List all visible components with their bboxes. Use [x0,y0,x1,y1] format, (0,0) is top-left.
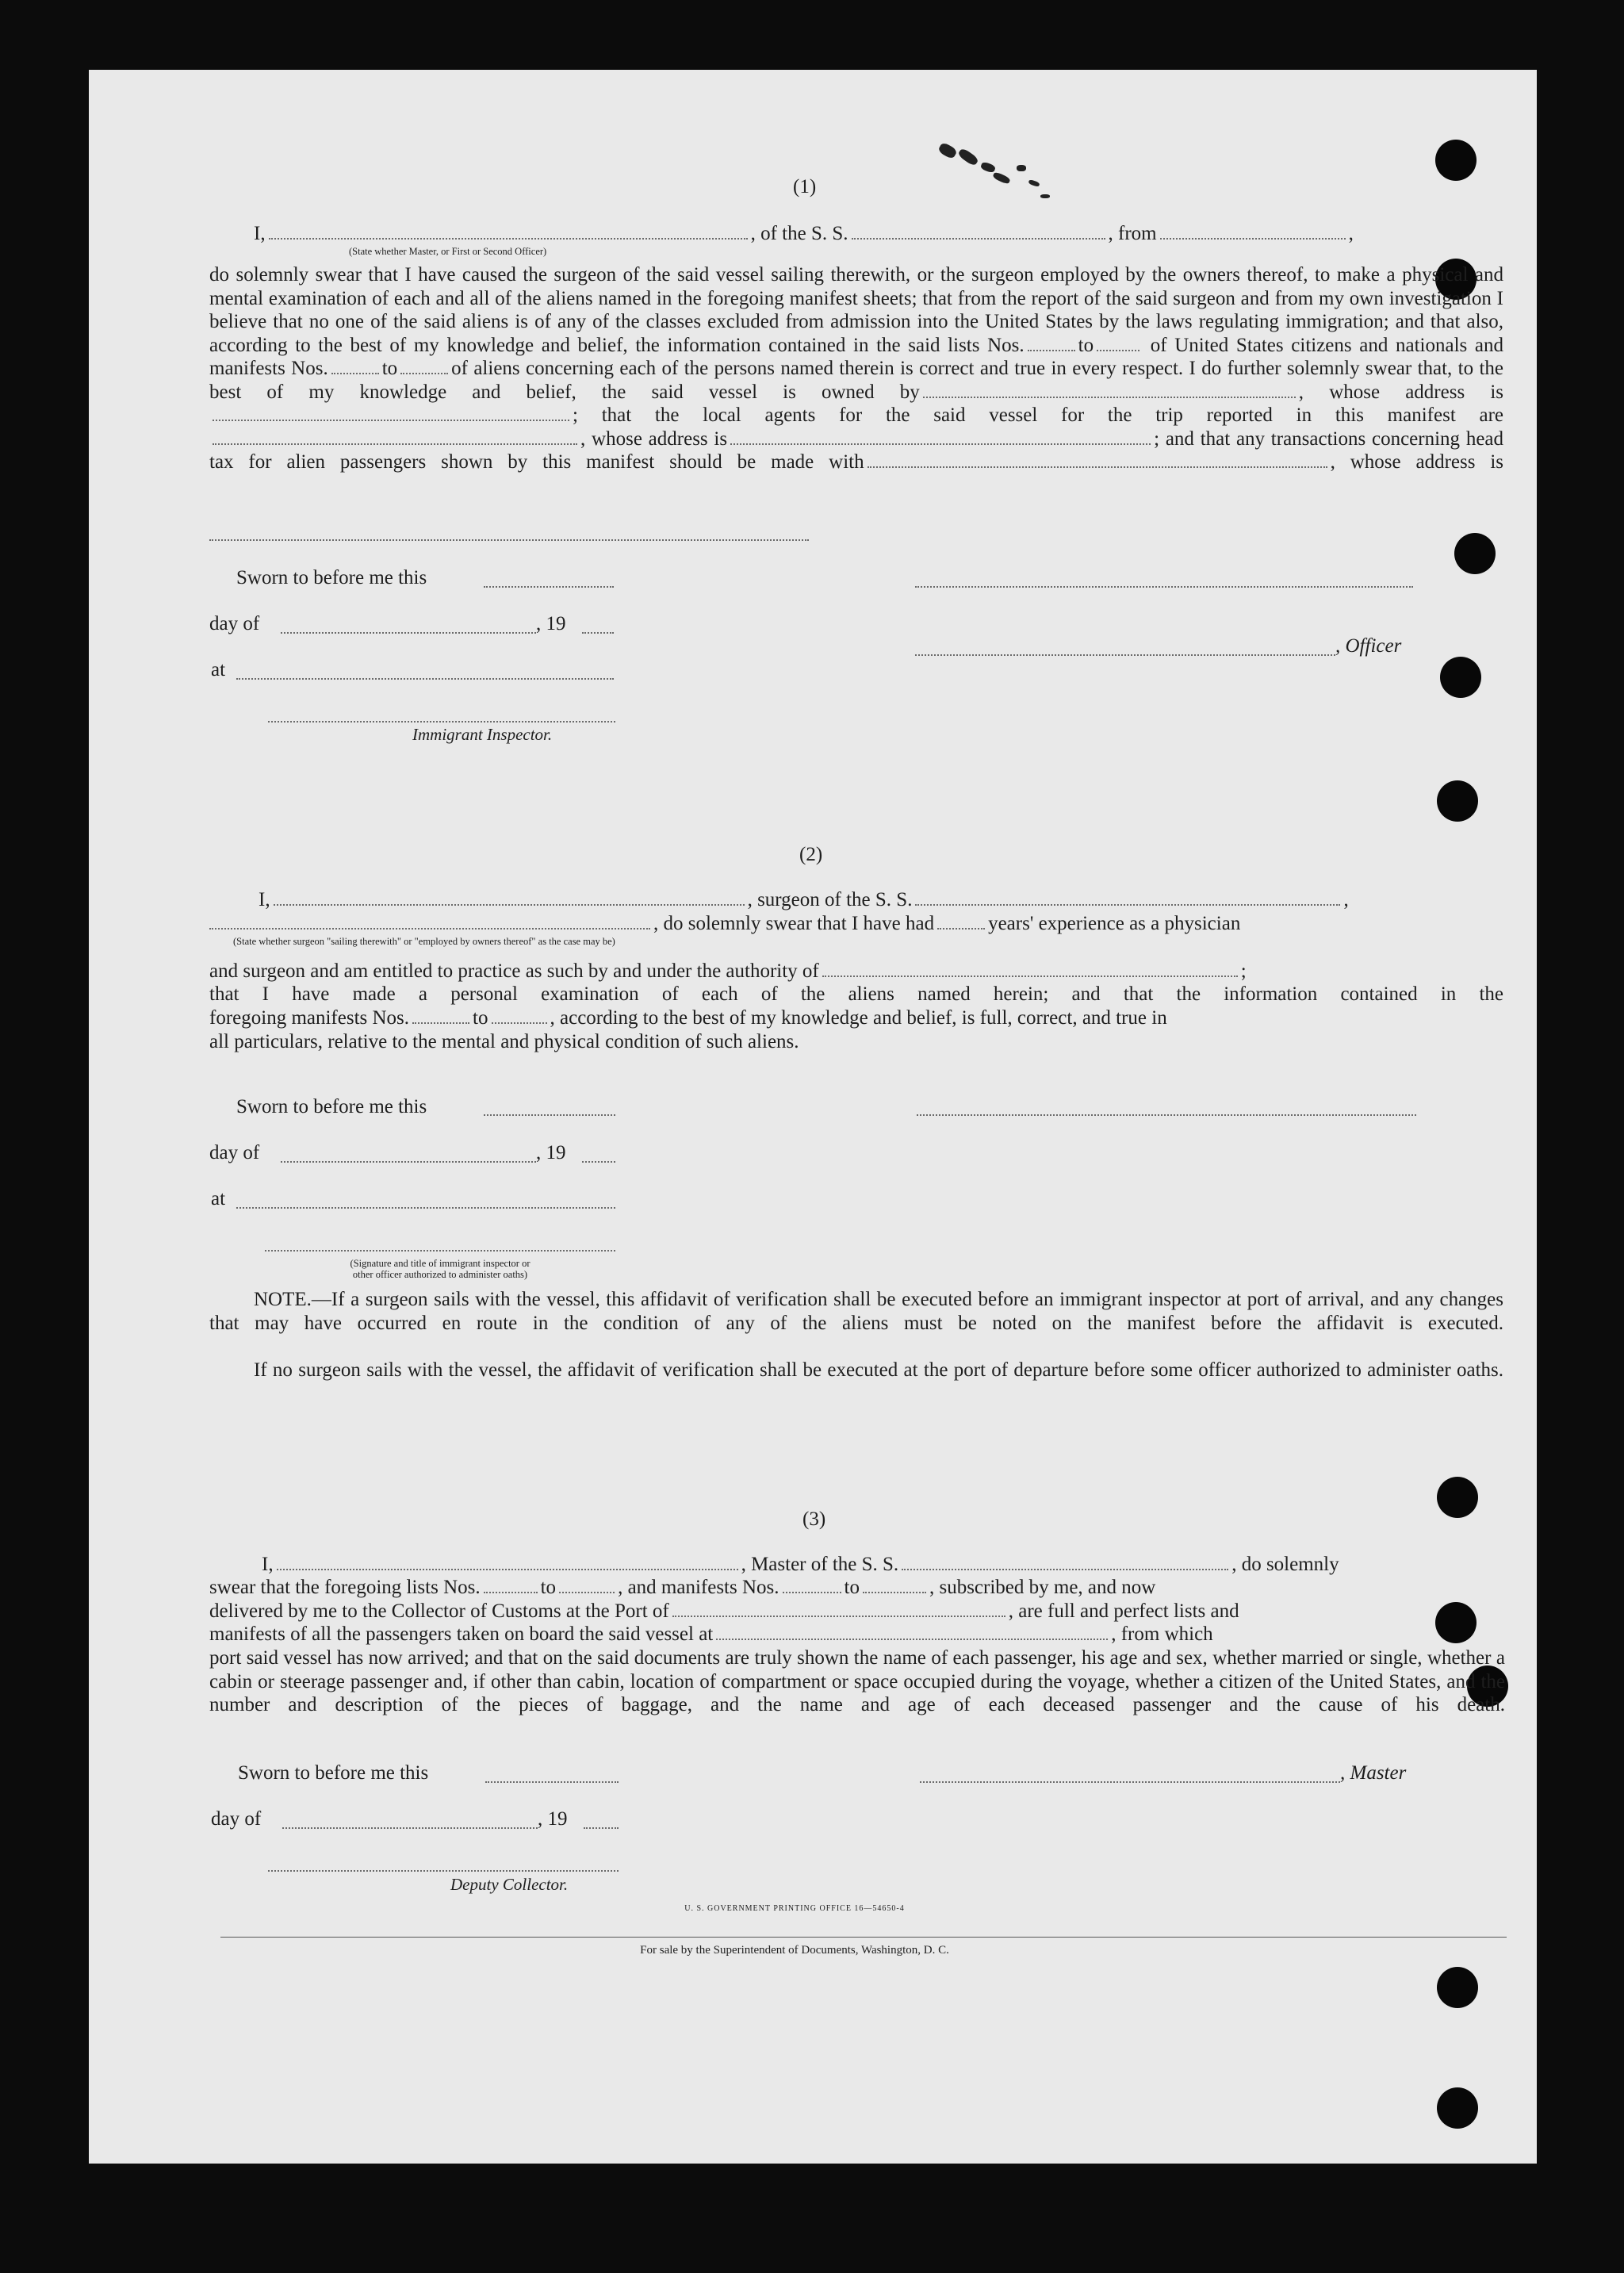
year-label: , 19 [538,1808,568,1830]
section-1-line-1: I, , of the S. S. , from , [254,223,1354,244]
year-field[interactable] [584,1827,619,1829]
at-label: at [211,1188,226,1209]
surgeon-name-field[interactable] [274,904,745,906]
surgeon-status-field[interactable] [209,928,650,930]
surgeon-ship-field[interactable] [915,904,1340,906]
inspector-signature-field[interactable] [265,1250,615,1251]
section-3-line-1: I, , Master of the S. S. , do solemnly [262,1554,1339,1575]
sworn-label: Sworn to before me this [238,1762,429,1784]
punch-hole [1437,2087,1478,2129]
place-field[interactable] [236,1207,615,1209]
section-2-line-1: I, , surgeon of the S. S. , [259,889,1349,910]
section-2-line-4: that I have made a personal examination of each of the aliens named herein; and that the information contained in the [209,983,1503,1005]
sworn-label: Sworn to before me this [236,567,427,588]
local-agents-field[interactable] [213,443,577,445]
agents-address-field[interactable] [730,443,1151,445]
note-paragraph-2: If no surgeon sails with the vessel, the affidavit of verification shall be executed at the port of departure before some officer authorized to administer oaths. [254,1359,1503,1381]
vessel-owner-field[interactable] [923,397,1296,398]
owner-address-field[interactable] [213,420,569,421]
signature-caption: (Signature and title of immigrant inspector or other officer authorized to administer oaths) [350,1258,530,1280]
master-lists-from-field[interactable] [484,1592,538,1593]
punch-hole [1437,1477,1478,1518]
note-paragraph: NOTE.—If a surgeon sails with the vessel, this affidavit of verification shall be executed before an immigrant inspector at port of arrival, and any changes that may have occurred en route in the condition of any of the aliens must be noted on the manifest before the affidavit is executed. [209,1289,1503,1334]
deputy-collector-label: Deputy Collector. [450,1875,569,1894]
day-of-label: day of [209,1142,260,1163]
officer-label: , Officer [1335,635,1402,657]
officer-signature-field[interactable] [915,586,1413,588]
surgeon-manifests-to-field[interactable] [492,1022,547,1024]
section-2-line-5: foregoing manifests Nos. to , according to the best of my knowledge and belief, is full, correct, and true in [209,1007,1167,1029]
port-field[interactable] [672,1616,1005,1617]
printer-imprint: U. S. GOVERNMENT PRINTING OFFICE 16—54650-4 [684,1904,905,1913]
section-3-paragraph: port said vessel has now arrived; and that on the said documents are truly shown the name of each passenger, his age and sex, whether married or single, whether a cabin or steerage passenger and, if other than cabin, location of compartment or space occupied during the voyage, whether a citizen of the United States, and the number and description of the pieces of baggage, and the name and age of each deceased passenger and the cause of his death. [209,1647,1505,1715]
punch-hole [1435,1602,1477,1643]
surgeon-status-caption: (State whether surgeon "sailing therewith" or "employed by owners thereof" as the case may be) [233,936,615,947]
year-field[interactable] [582,1161,615,1163]
form-page [89,70,1537,2164]
master-lists-to-field[interactable] [559,1592,615,1593]
day-of-label: day of [209,613,260,634]
master-name-field[interactable] [277,1569,738,1570]
section-2-number: (2) [799,844,823,865]
practice-authority-field[interactable] [822,976,1238,977]
punch-hole [1437,1967,1478,2008]
master-signature-field[interactable] [920,1781,1340,1783]
deputy-signature-field[interactable] [268,1870,619,1872]
year-label: , 19 [536,613,566,634]
from-port-field[interactable] [1160,238,1346,240]
surgeon-manifests-from-field[interactable] [412,1022,469,1024]
section-3-number: (3) [802,1508,826,1530]
master-ship-field[interactable] [902,1569,1228,1570]
officer-title-field[interactable] [915,654,1335,656]
punch-hole [1435,140,1477,181]
sworn-label: Sworn to before me this [236,1096,427,1117]
inspector-signature-field[interactable] [268,721,615,723]
manifests-from-field[interactable] [331,373,379,374]
year-field[interactable] [582,632,614,634]
section-3-line-3: delivered by me to the Collector of Customs at the Port of , are full and perfect lists and [209,1600,1239,1622]
section-2-line-3: and surgeon and am entitled to practice as such by and under the authority of ; [209,960,1247,982]
month-field[interactable] [282,1827,538,1829]
month-field[interactable] [281,1161,536,1163]
lists-to-field[interactable] [1097,350,1139,351]
inspector-label: Immigrant Inspector. [412,725,553,744]
master-manifests-from-field[interactable] [783,1592,841,1593]
sworn-day-field[interactable] [485,1781,619,1783]
section-3-line-2: swear that the foregoing lists Nos. to , and manifests Nos. to , subscribed by me, and now [209,1577,1156,1598]
manifests-to-field[interactable] [400,373,448,374]
day-of-label: day of [211,1808,262,1830]
footer-rule [220,1937,1507,1938]
master-label: , Master [1340,1762,1407,1784]
section-2-line-2: , do solemnly swear that I have had years' experience as a physician [209,912,1240,936]
year-label: , 19 [536,1142,566,1163]
section-2-line-6: all particulars, relative to the mental and physical condition of such aliens. [209,1031,799,1052]
sworn-day-field[interactable] [484,1114,615,1116]
sworn-day-field[interactable] [484,586,614,588]
punch-hole [1454,533,1496,574]
section-1-paragraph: do solemnly swear that I have caused the surgeon of the said vessel sailing therewith, or the surgeon employed by the owners thereof, to make a physical and mental examination of each and all of the aliens named in the foregoing manifest sheets; that from the report of the said surgeon and from my own investigation I believe that no one of the said aliens is of any of the classes excluded from admission into the United States by the laws regulating immigration; and that also, according to the best of my knowledge and belief, the information contained in the said lists Nos. to of United States citizens and nationals and manifests Nos. to of aliens concerning each of the persons named therein is correct and true in every respect. I do further solemnly swear that, to the best of my knowledge and belief, the said vessel is owned by , whose address is; that the local agents for the said vessel for the trip reported in this manifest are, whose address is ; and that any transactions concerning head tax for alien passengers shown by this manifest should be made with , whose address is [209,264,1504,473]
lists-from-field[interactable] [1028,350,1075,351]
surgeon-signature-field[interactable] [917,1114,1416,1116]
month-field[interactable] [281,632,536,634]
note-label: NOTE. [254,1289,312,1310]
section-3-line-4: manifests of all the passengers taken on board the said vessel at , from which [209,1623,1213,1645]
at-label: at [211,659,226,680]
officer-rank-caption: (State whether Master, or First or Second Officer) [349,246,547,257]
master-manifests-to-field[interactable] [863,1592,926,1593]
boarding-port-field[interactable] [716,1639,1108,1640]
years-experience-field[interactable] [937,928,985,930]
punch-hole [1440,657,1481,698]
punch-hole [1437,780,1478,822]
head-tax-party-field[interactable] [868,466,1327,468]
officer-rank-field[interactable] [269,238,748,240]
place-field[interactable] [236,678,614,680]
section-1-number: (1) [793,176,817,197]
head-tax-address-field[interactable] [209,539,809,541]
sale-notice: For sale by the Superintendent of Documents, Washington, D. C. [640,1944,949,1957]
ship-name-field[interactable] [852,238,1105,240]
